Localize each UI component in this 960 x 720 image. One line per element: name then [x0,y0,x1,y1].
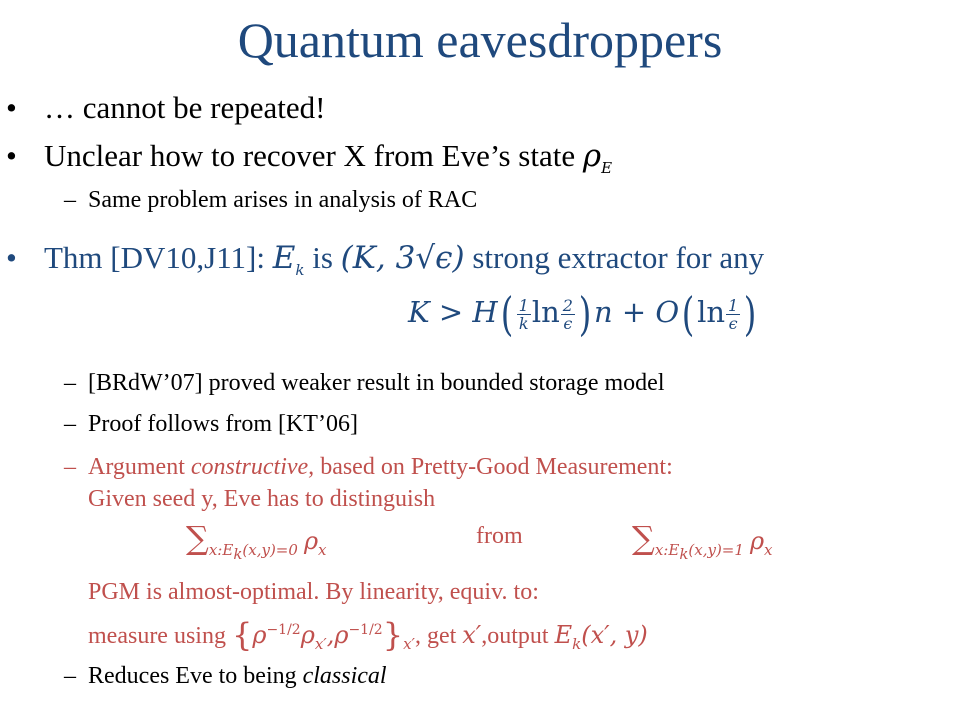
sum-one [632,516,773,576]
dash-marker: – [64,663,76,689]
sum-condition: (x,y)=0 [242,540,298,559]
theorem-label: Thm [DV10,J11]: [44,240,273,275]
extractor-symbol: E [272,240,296,276]
numerator: 1 [518,295,529,315]
fraction-2-over-eps [561,297,575,332]
pgm-text: measure using [88,623,232,649]
sum-symbol: ∑ [186,519,209,557]
numerator: 1 [728,295,739,315]
argument-line-2: Given seed y, Eve has to distinguish [88,486,436,512]
theorem-parameters: (K, 3√ϵ) [340,240,465,276]
from-word: from [476,523,523,549]
rho-symbol: ρ [303,527,319,555]
formula-mid: n + O [593,295,680,329]
rho-subscript: x [764,540,773,559]
sub-bullet-text: [BRdW’07] proved weaker result in bounded storage model [88,370,665,396]
argument-line-1 [88,451,673,483]
reduces-text [88,660,387,692]
dash-marker: – [64,370,76,396]
rho-symbol: ρ [300,621,315,649]
paren-open: ( [500,287,513,341]
sum-index: x:E [654,540,680,559]
paren-close: ) [743,287,757,341]
bullet-dot: • [6,240,17,275]
brace-close: } [382,616,404,654]
sub-bullet-brdw [64,367,665,399]
sum-index: x:E [208,540,234,559]
bullet-unclear-recover [6,136,612,188]
formula-lhs: K > H [408,295,498,329]
theorem-text-end: strong extractor for any [464,240,765,275]
argument-text: based on Pretty-Good Measurement: [314,454,673,480]
sum-index-k: k [679,544,689,563]
reduces-emphasis: classical [302,663,387,689]
sub-bullet-text: Same problem arises in analysis of RAC [88,187,478,213]
sub-bullet-argument [64,451,673,483]
argument-text: Argument [88,454,191,480]
extractor-subscript: k [295,261,305,280]
x-prime: x′ [462,621,482,649]
bullet-dot: • [6,138,17,173]
denominator: ϵ [563,313,573,333]
sum-symbol: ∑ [632,519,655,557]
comma: , [326,621,335,649]
sum-subscript [654,540,744,563]
fraction-1-over-k [517,297,531,332]
sum-zero [186,516,327,576]
sub-bullet-reduces [64,660,387,692]
brace-open: { [231,616,253,654]
fraction-1-over-eps [726,297,740,332]
extractor-args: (x′, y) [581,621,648,649]
dash-marker: – [64,187,76,213]
set-index: x′ [403,634,415,653]
pgm-line-1: PGM is almost-optimal. By linearity, equiv. to: [88,579,539,605]
bullet-text: … cannot be repeated! [44,90,326,125]
ln-operator: ln [697,295,726,329]
paren-open: ( [681,287,695,341]
paren-close: ) [578,287,592,341]
extractor-subscript: k [572,634,582,653]
bullet-text: Unclear how to recover X from Eve’s state [44,138,583,173]
bullet-dot: • [6,90,17,125]
dash-marker: – [64,411,76,437]
rho-symbol: ρ [252,621,267,649]
entropy-bound-formula [408,278,759,346]
denominator: ϵ [728,313,738,333]
sum-subscript [208,540,298,563]
rho-symbol: ρ [334,621,349,649]
sub-bullet-text: Proof follows from [KT’06] [88,411,358,437]
numerator: 2 [562,295,573,315]
rho-subscript: x′ [314,634,327,653]
reduces-plain: Reduces Eve to being [88,663,303,689]
rho-subscript: E [601,159,613,178]
pgm-line-2 [88,610,648,664]
bullet-cannot-repeat [6,88,325,128]
exponent: −1/2 [266,622,301,638]
theorem-text: is [304,240,341,275]
sub-bullet-kt [64,408,358,440]
sum-condition: (x,y)=1 [688,540,744,559]
pgm-text: ,output [481,623,555,649]
pgm-text: , get [414,623,463,649]
slide-title: Quantum eavesdroppers [237,12,723,68]
exponent: −1/2 [348,622,383,638]
sum-index-k: k [233,544,243,563]
dash-marker: – [64,454,76,480]
rho-symbol: ρ [749,527,765,555]
ln-operator: ln [531,295,560,329]
argument-emphasis: constructive, [190,454,315,480]
denominator: k [518,313,529,333]
rho-symbol: ρ [582,138,602,174]
extractor-symbol: E [554,621,573,649]
rho-subscript: x [318,540,327,559]
sub-bullet-rac [64,184,478,216]
